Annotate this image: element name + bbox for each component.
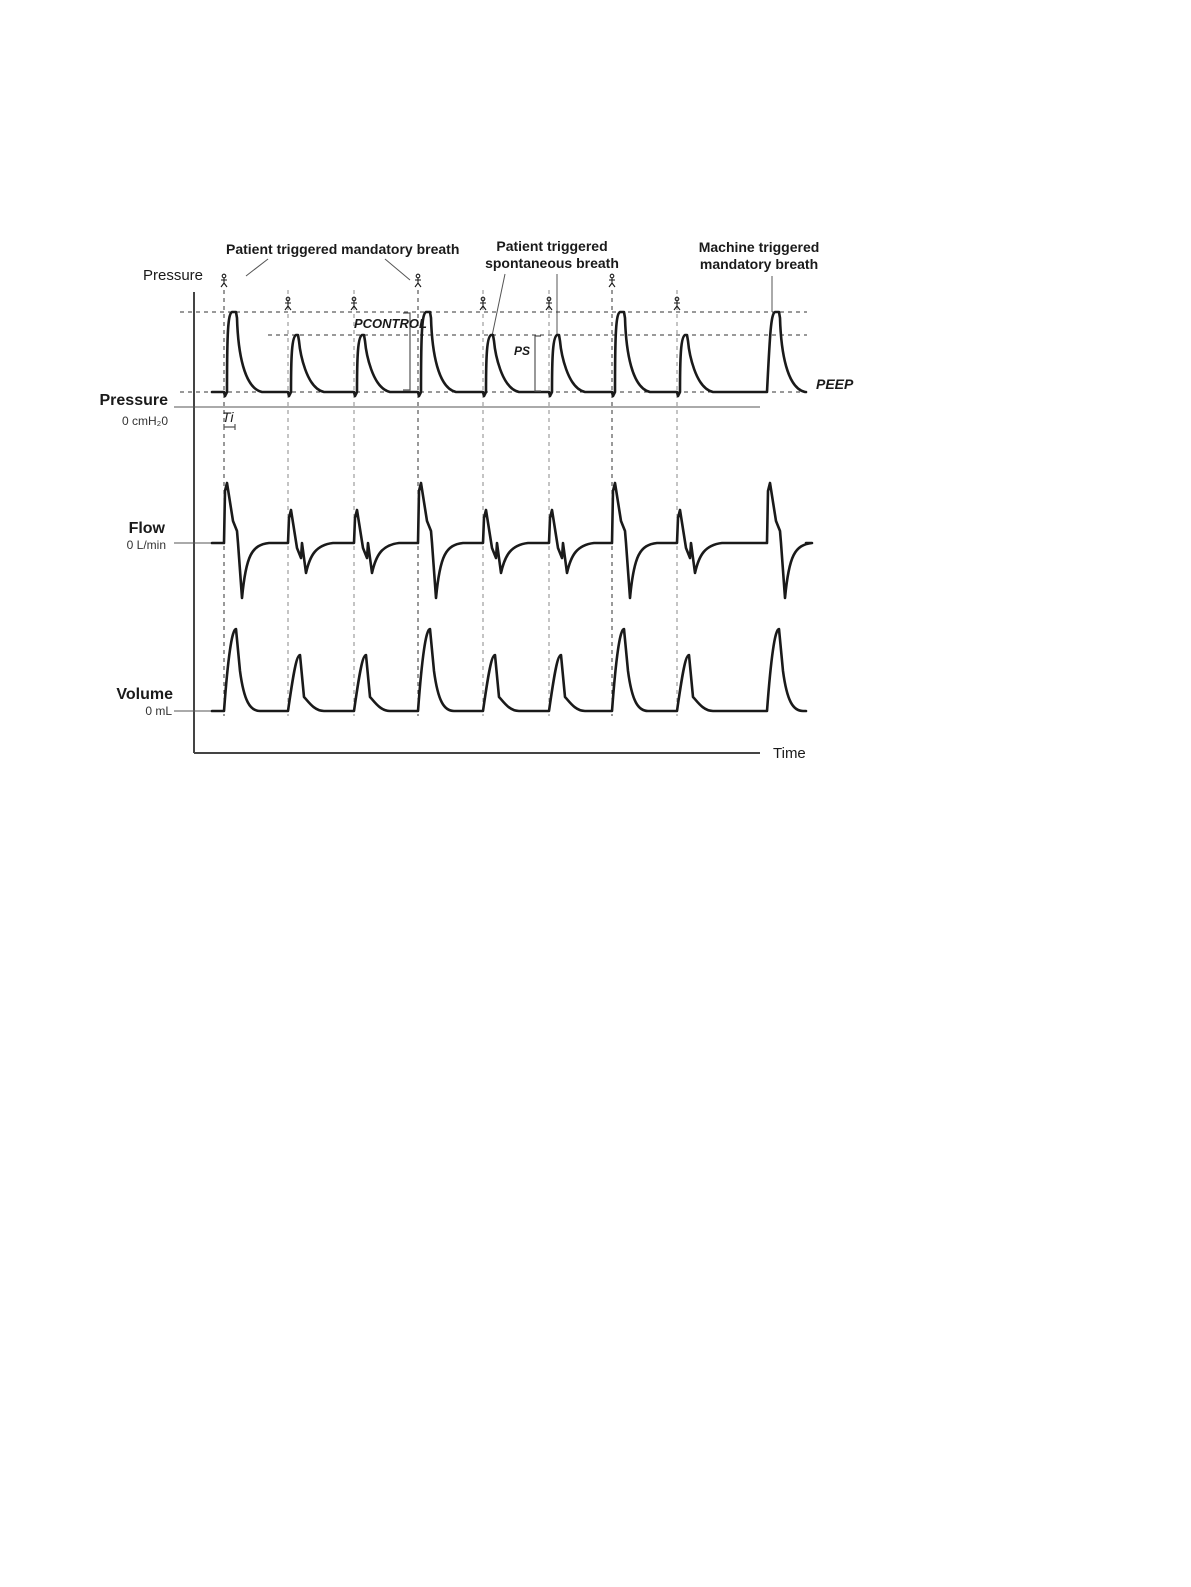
ps-label: PS [514, 344, 531, 358]
flow-axis-label: Flow [128, 520, 165, 537]
volume-unit-label: 0 mL [145, 704, 172, 718]
pressure-top-label: Pressure [143, 267, 204, 284]
ps-bracket [535, 336, 541, 391]
leader-line-patient-mandatory-right [385, 259, 410, 280]
pressure-axis-label: Pressure [99, 392, 168, 409]
annotation-machine-mandatory-line1: Machine triggered [698, 239, 820, 255]
annotation-machine-mandatory-line2: mandatory breath [699, 256, 819, 272]
patient-trigger-figure-icon [609, 274, 615, 287]
annotation-patient-spontaneous-line2: spontaneous breath [485, 255, 619, 271]
pressure-waveform [212, 312, 806, 396]
volume-axis-label: Volume [116, 686, 173, 703]
leader-line-patient-mandatory-left [246, 259, 268, 276]
annotation-patient-mandatory: Patient triggered mandatory breath [226, 241, 460, 257]
pcontrol-label: PCONTROL [354, 316, 427, 331]
peep-label: PEEP [816, 376, 854, 392]
volume-waveform [212, 629, 806, 711]
ti-label: Ti [222, 409, 234, 425]
trigger-figures [221, 274, 680, 310]
pressure-unit-label: 0 cmH₂0 [121, 414, 168, 428]
time-axis-label: Time [773, 745, 806, 762]
annotation-patient-spontaneous-line1: Patient triggered [496, 238, 608, 254]
flow-unit-label: 0 L/min [126, 538, 166, 552]
patient-trigger-figure-icon [415, 274, 421, 287]
patient-trigger-figure-icon [221, 274, 227, 287]
flow-waveform [212, 483, 812, 598]
leader-line-spontaneous-left [492, 274, 505, 336]
